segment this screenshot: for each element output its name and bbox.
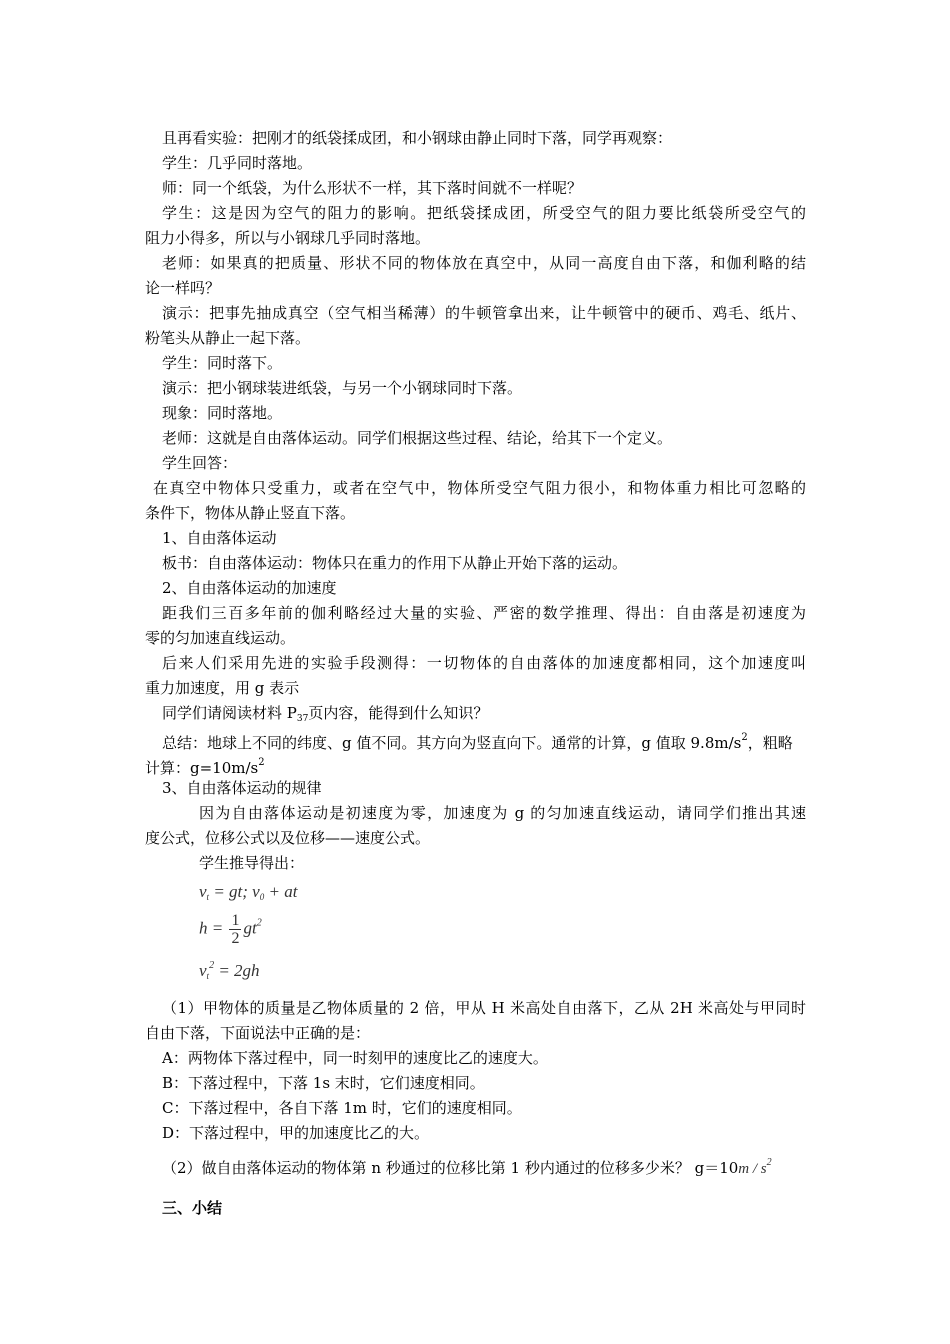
fraction-numerator: 1 xyxy=(231,912,240,929)
formula-text: = xyxy=(207,918,228,938)
paragraph-line: 师：同一个纸袋，为什么形状不一样，其下落时间就不一样呢？ xyxy=(162,179,583,197)
text-span: 页内容，能得到什么知识？ xyxy=(308,704,489,722)
formula-subscript: 0 xyxy=(259,892,265,902)
velocity-formula xyxy=(199,882,297,902)
paragraph-line: 学生：同时落下。 xyxy=(162,354,283,372)
question-line: 自由下落，下面说法中正确的是： xyxy=(145,1024,371,1042)
formula-text: = gt; v xyxy=(209,882,260,901)
unit-text: m / s xyxy=(738,1161,767,1177)
paragraph-line: 演示：把小钢球装进纸袋，与另一个小钢球同时下落。 xyxy=(162,379,523,397)
paragraph-line: 现象：同时落地。 xyxy=(162,404,283,422)
paragraph-line: 度公式，位移公式以及位移——速度公式。 xyxy=(145,829,431,847)
text-span: 同学们请阅读材料 P xyxy=(162,704,297,722)
paragraph-line: 学生：这是因为空气的阻力的影响。把纸袋揉成团，所受空气的阻力要比纸袋所受空气的 xyxy=(162,204,806,222)
formula-symbol: v xyxy=(199,882,207,901)
paragraph-line: 重力加速度，用 g 表示 xyxy=(145,679,300,697)
fraction xyxy=(229,912,241,947)
section-heading-summary: 三、小结 xyxy=(162,1199,223,1217)
text-span: ，粗略 xyxy=(747,734,793,752)
paragraph-line xyxy=(145,753,265,778)
formula-subscript: t xyxy=(206,892,210,902)
paragraph-line: 学生：几乎同时落地。 xyxy=(162,154,313,172)
paragraph-line: 论一样吗？ xyxy=(145,279,221,297)
paragraph-line: 老师：这就是自由落体运动。同学们根据这些过程、结论，给其下一个定义。 xyxy=(162,429,673,447)
question-line xyxy=(162,1153,772,1179)
formula-text: gt xyxy=(243,918,257,938)
section-heading: 1、自由落体运动 xyxy=(162,529,277,547)
formula-subscript: t xyxy=(206,971,210,981)
paragraph-line: 粉笔头从静止一起下落。 xyxy=(145,329,311,347)
paragraph-line: 在真空中物体只受重力，或者在空气中，物体所受空气阻力很小，和物体重力相比可忽略的 xyxy=(153,479,806,497)
formula-symbol: h xyxy=(199,918,208,938)
superscript: 2 xyxy=(766,1157,772,1168)
option-b: B：下落过程中，下落 1s 末时，它们速度相同。 xyxy=(162,1074,485,1092)
paragraph-line: 板书：自由落体运动：物体只在重力的作用下从静止开始下落的运动。 xyxy=(162,554,628,572)
paragraph-line xyxy=(162,703,488,729)
paragraph-line: 学生推导得出： xyxy=(199,854,305,872)
formula-symbol: v xyxy=(199,961,207,980)
formula-superscript: 2 xyxy=(256,917,262,929)
option-d: D：下落过程中，甲的加速度比乙的大。 xyxy=(162,1124,430,1142)
subscript: 37 xyxy=(296,714,309,724)
paragraph-line: 且再看实验：把刚才的纸袋揉成团，和小钢球由静止同时下落，同学再观察： xyxy=(162,129,673,147)
option-c: C：下落过程中，各自下落 1m 时，它们的速度相同。 xyxy=(162,1099,522,1117)
displacement-formula xyxy=(199,912,262,947)
formula-text: + at xyxy=(264,882,298,901)
paragraph-line: 零的匀加速直线运动。 xyxy=(145,629,296,647)
fraction-denominator: 2 xyxy=(231,930,240,947)
formula-superscript: 2 xyxy=(209,960,215,971)
paragraph-line: 后来人们采用先进的实验手段测得：一切物体的自由落体的加速度都相同，这个加速度叫 xyxy=(162,654,806,672)
paragraph-line: 条件下，物体从静止竖直下落。 xyxy=(145,504,356,522)
section-heading: 2、自由落体运动的加速度 xyxy=(162,579,337,597)
paragraph-line: 老师：如果真的把质量、形状不同的物体放在真空中，从同一高度自由下落，和伽利略的结 xyxy=(162,254,806,272)
text-span: 计算：g=10m/s xyxy=(145,759,259,777)
text-span: 总结：地球上不同的纬度、g 值不同。其方向为竖直向下。通常的计算，g 值取 9.8m/s xyxy=(162,734,742,752)
superscript: 2 xyxy=(258,757,265,768)
paragraph-line: 学生回答： xyxy=(162,454,238,472)
superscript: 2 xyxy=(741,732,748,743)
section-heading: 3、自由落体运动的规律 xyxy=(162,779,322,797)
paragraph-line xyxy=(162,728,793,753)
text-span: （2）做自由落体运动的物体第 n 秒通过的位移比第 1 秒内通过的位移多少米？ g＝10 xyxy=(162,1159,739,1177)
velocity-displacement-formula xyxy=(199,960,260,981)
paragraph-line: 阻力小得多，所以与小钢球几乎同时落地。 xyxy=(145,229,431,247)
paragraph-line: 距我们三百多年前的伽利略经过大量的实验、严密的数学推理、得出：自由落是初速度为 xyxy=(162,604,806,622)
option-a: A：两物体下落过程中，同一时刻甲的速度比乙的速度大。 xyxy=(162,1049,548,1067)
paragraph-line: 因为自由落体运动是初速度为零，加速度为 g 的匀加速直线运动，请同学们推出其速 xyxy=(199,804,806,822)
question-line: （1）甲物体的质量是乙物体质量的 2 倍，甲从 H 米高处自由落下，乙从 2H 米高处与甲同时 xyxy=(162,999,806,1017)
paragraph-line: 演示：把事先抽成真空（空气相当稀薄）的牛顿管拿出来，让牛顿管中的硬币、鸡毛、纸片、 xyxy=(162,304,806,322)
formula-text: = 2gh xyxy=(214,961,260,980)
